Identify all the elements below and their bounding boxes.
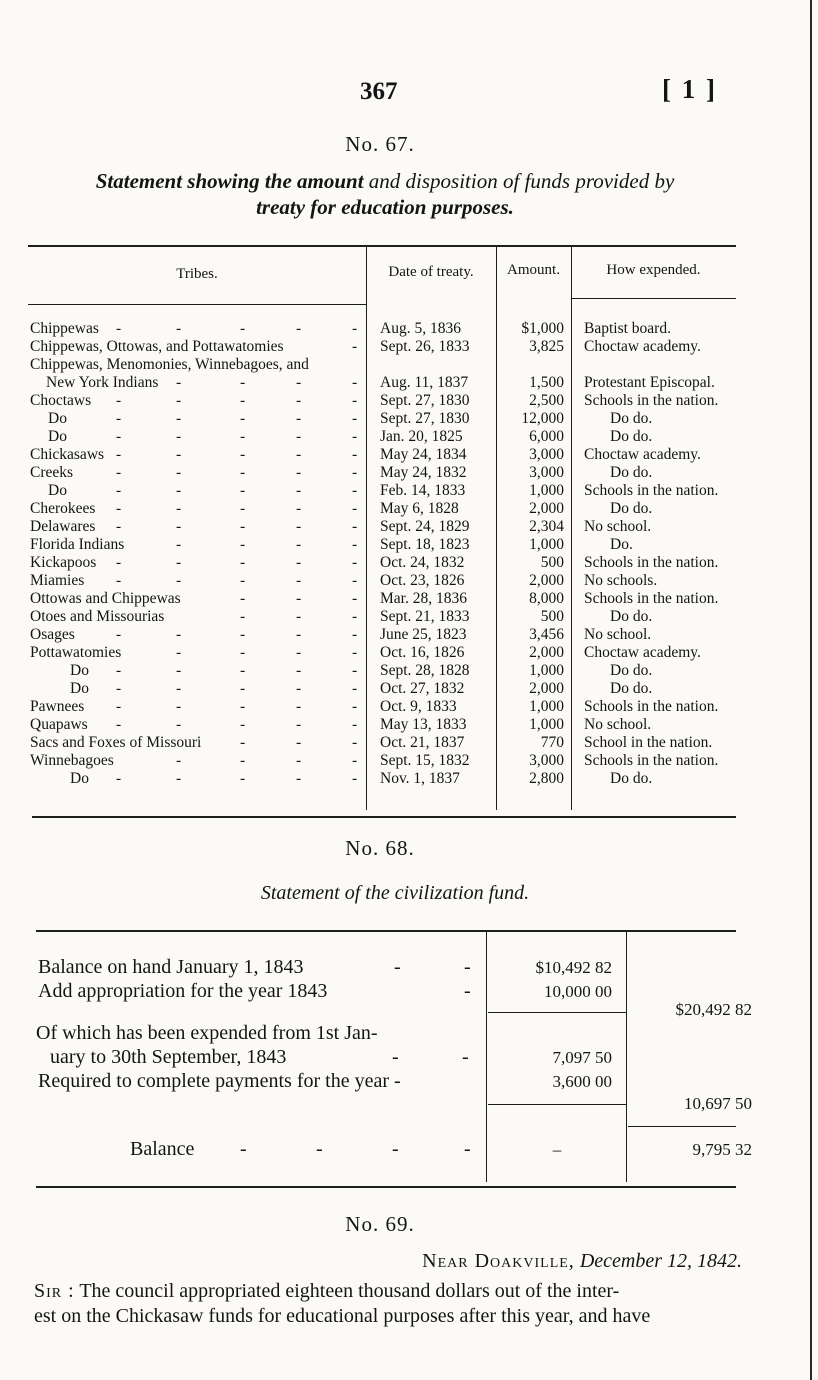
leader-dash: - [116, 626, 122, 643]
leader-dash: - [296, 752, 302, 769]
cell-date: Oct. 9, 1833 [380, 698, 457, 715]
fund-balance-amount: 9,795 32 [692, 1140, 752, 1159]
cell-tribe: Winnebagoes [30, 752, 114, 769]
leader-dash: - [352, 752, 358, 769]
cell-date: Mar. 28, 1836 [380, 590, 467, 607]
cell-amount: 770 [540, 734, 564, 751]
cell-how-expended: No school. [584, 518, 652, 535]
leader-dash: - [240, 500, 246, 517]
cell-how-expended: Do do. [610, 662, 653, 679]
leader-dash: - [296, 626, 302, 643]
leader-dash: - [296, 770, 302, 787]
leader-dash: - [240, 626, 246, 643]
letter-salutation: Sir : [34, 1280, 75, 1302]
cell-how-expended: Schools in the nation. [584, 590, 719, 607]
cell-date: Oct. 24, 1832 [380, 554, 465, 571]
cell-tribe: Miamies [30, 572, 85, 589]
cell-amount: 2,000 [529, 572, 564, 589]
leader-dash: - [240, 536, 246, 553]
leader-dash: - [176, 518, 182, 535]
leader-dash: - [296, 608, 302, 625]
cell-tribe: Otoes and Missourias [30, 608, 165, 625]
fund-line-1-amount: $10,492 82 [535, 958, 612, 977]
cell-how-expended: Do do. [610, 608, 653, 625]
leader-dash: - [116, 428, 122, 445]
cell-tribe: Quapaws [30, 716, 88, 733]
leader-dash: - [240, 374, 246, 391]
cell-amount: 1,000 [529, 698, 564, 715]
table-bottom-rule [32, 816, 736, 818]
cell-tribe: Do [48, 482, 67, 499]
fund-subtotal: $20,492 82 [675, 1000, 752, 1019]
fund-top-rule [36, 930, 736, 932]
fund-line-2-amount: 10,000 00 [544, 982, 612, 1001]
cell-amount: 1,000 [529, 536, 564, 553]
leader-dash: - [176, 536, 182, 553]
leader-dash: - [352, 770, 358, 787]
leader-dash: - [240, 770, 246, 787]
cell-date: Sept. 27, 1830 [380, 410, 470, 427]
cell-date: Sept. 26, 1833 [380, 338, 470, 355]
leader-dash: - [296, 536, 302, 553]
cell-how-expended: Do do. [610, 770, 653, 787]
cell-amount: 500 [540, 608, 564, 625]
cell-date: Oct. 21, 1837 [380, 734, 465, 751]
cell-amount: 500 [540, 554, 564, 571]
leader-dash: - [352, 662, 358, 679]
fund-line-4-amount: 3,600 00 [552, 1072, 612, 1091]
cell-date: Sept. 28, 1828 [380, 662, 470, 679]
leader-dash: - [352, 446, 358, 463]
cell-tribe: Do [48, 410, 67, 427]
cell-tribe: Cherokees [30, 500, 96, 517]
leader-dash: - [176, 770, 182, 787]
letter-line-2: est on the Chickasaw funds for educational purposes after this year, and have [34, 1305, 651, 1327]
cell-how-expended: Schools in the nation. [584, 698, 719, 715]
leader-dash: - [116, 392, 122, 409]
leader-dash: - [352, 392, 358, 409]
leader-dash: - [296, 410, 302, 427]
leader-dash: - [116, 410, 122, 427]
cell-amount: 3,000 [529, 446, 564, 463]
leader-dash: - [176, 500, 182, 517]
leader-dash: - [352, 500, 358, 517]
cell-how-expended: Do do. [610, 428, 653, 445]
cell-tribe: Do [70, 680, 89, 697]
leader-dash: - [176, 698, 182, 715]
cell-date: Feb. 14, 1833 [380, 482, 466, 499]
leader-dash: - [116, 716, 122, 733]
title-line-2: treaty for education purposes. [256, 195, 514, 219]
cell-how-expended: Baptist board. [584, 320, 671, 337]
leader-dash: - [116, 698, 122, 715]
leader-dash: - [176, 374, 182, 391]
cell-tribe: Chickasaws [30, 446, 105, 463]
cell-date: May 24, 1832 [380, 464, 467, 481]
leader-dash: - [240, 446, 246, 463]
leader-dash: - [240, 698, 246, 715]
cell-date: Jan. 20, 1825 [380, 428, 463, 445]
cell-date: Aug. 5, 1836 [380, 320, 461, 337]
fund-bottom-rule [36, 1186, 736, 1188]
cell-how-expended: Protestant Episcopal. [584, 374, 715, 391]
table-top-rule [28, 245, 736, 247]
cell-amount: 2,500 [529, 392, 564, 409]
cell-tribe: Chippewas [30, 320, 99, 337]
cell-tribe: New York Indians [46, 374, 159, 391]
leader-dash: - [296, 554, 302, 571]
cell-date: Sept. 21, 1833 [380, 608, 470, 625]
sheet-mark: [ 1 ] [662, 74, 717, 104]
cell-tribe: Do [48, 428, 67, 445]
cell-amount: 3,000 [529, 464, 564, 481]
leader-dash: - [240, 734, 246, 751]
cell-tribe: Sacs and Foxes of Missouri [30, 734, 202, 751]
page-number: 367 [360, 78, 398, 105]
fund-balance-dash: – [552, 1140, 562, 1159]
cell-amount: 8,000 [529, 590, 564, 607]
cell-tribe: Do [70, 662, 89, 679]
leader-dash: - [116, 482, 122, 499]
cell-tribe: Florida Indians [30, 536, 125, 553]
cell-date: Aug. 11, 1837 [380, 374, 469, 391]
cell-date: May 13, 1833 [380, 716, 467, 733]
cell-how-expended: Schools in the nation. [584, 482, 719, 499]
title-bold-part: Statement showing the amount [95, 169, 364, 193]
col-divider-3 [571, 245, 572, 810]
fund-line-3-label-b: uary to 30th September, 1843 - - [50, 1046, 469, 1068]
leader-dash: - [116, 500, 122, 517]
leader-dash: - [296, 572, 302, 589]
leader-dash: - [296, 392, 302, 409]
cell-tribe: Creeks [30, 464, 74, 481]
cell-tribe: Chippewas, Ottowas, and Pottawatomies [30, 338, 284, 355]
leader-dash: - [176, 320, 182, 337]
col-divider-2 [496, 245, 497, 810]
cell-how-expended: Do do. [610, 680, 653, 697]
leader-dash: - [176, 680, 182, 697]
col-header-amount: Amount. [507, 262, 560, 278]
leader-dash: - [352, 698, 358, 715]
leader-dash: - [176, 410, 182, 427]
leader-dash: - [240, 662, 246, 679]
leader-dash: - [176, 428, 182, 445]
cell-amount: 6,000 [529, 428, 564, 445]
doc-67-title [30, 168, 740, 220]
page-edge [810, 0, 812, 1380]
fund-expended-total: 10,697 50 [684, 1094, 752, 1113]
cell-amount: 1,500 [529, 374, 564, 391]
leader-dash: - [352, 374, 358, 391]
leader-dash: - [296, 590, 302, 607]
cell-how-expended: No school. [584, 626, 652, 643]
leader-dash: - [240, 410, 246, 427]
leader-dash: - [176, 644, 182, 661]
leader-dash: - [352, 410, 358, 427]
col-header-how: How expended. [606, 262, 701, 278]
cell-tribe: Ottowas and Chippewas [30, 590, 181, 607]
cell-amount: 12,000 [521, 410, 564, 427]
leader-dash: - [296, 464, 302, 481]
leader-dash: - [352, 554, 358, 571]
leader-dash: - [352, 464, 358, 481]
cell-how-expended: School in the nation. [584, 734, 713, 751]
title-mid-part: and disposition of funds provided by [363, 169, 675, 193]
leader-dash: - [352, 518, 358, 535]
leader-dash: - [240, 716, 246, 733]
cell-date: Sept. 18, 1823 [380, 536, 470, 553]
leader-dash: - [240, 464, 246, 481]
doc-69-heading: No. 69. [345, 1212, 415, 1236]
leader-dash: - [176, 554, 182, 571]
leader-dash: - [240, 392, 246, 409]
leader-dash: - [352, 338, 358, 355]
cell-tribe: Chippewas, Menomonies, Winnebagoes, and [30, 356, 309, 373]
leader-dash: - [296, 518, 302, 535]
col-header-date: Date of treaty. [388, 264, 474, 280]
cell-amount: 2,000 [529, 500, 564, 517]
cell-how-expended: No schools. [584, 572, 658, 589]
cell-amount: 2,000 [529, 680, 564, 697]
fund-sub-rule-3 [628, 1126, 736, 1127]
leader-dash: - [116, 554, 122, 571]
fund-line-1-label: Balance on hand January 1, 1843 - - [38, 956, 471, 978]
leader-dash: - [352, 734, 358, 751]
fund-balance-label: Balance - - - - [130, 1138, 471, 1160]
leader-dash: - [240, 590, 246, 607]
leader-dash: - [296, 428, 302, 445]
leader-dash: - [352, 716, 358, 733]
cell-amount: 1,000 [529, 662, 564, 679]
leader-dash: - [176, 716, 182, 733]
cell-amount: $1,000 [521, 320, 564, 337]
cell-tribe: Do [70, 770, 89, 787]
leader-dash: - [176, 482, 182, 499]
cell-date: Nov. 1, 1837 [380, 770, 460, 787]
leader-dash: - [296, 482, 302, 499]
leader-dash: - [176, 626, 182, 643]
cell-how-expended: Schools in the nation. [584, 392, 719, 409]
cell-date: May 24, 1834 [380, 446, 467, 463]
cell-how-expended: Do do. [610, 464, 653, 481]
leader-dash: - [240, 320, 246, 337]
cell-tribe: Osages [30, 626, 75, 643]
leader-dash: - [240, 554, 246, 571]
cell-how-expended: No school. [584, 716, 652, 733]
leader-dash: - [116, 770, 122, 787]
leader-dash: - [116, 662, 122, 679]
fund-sub-rule-1 [488, 1012, 626, 1013]
cell-date: Sept. 24, 1829 [380, 518, 470, 535]
cell-tribe: Kickapoos [30, 554, 97, 571]
cell-how-expended: Do do. [610, 410, 653, 427]
header-rule-right [572, 298, 736, 299]
leader-dash: - [116, 572, 122, 589]
cell-amount: 1,000 [529, 482, 564, 499]
cell-how-expended: Schools in the nation. [584, 752, 719, 769]
leader-dash: - [352, 482, 358, 499]
cell-date: Oct. 27, 1832 [380, 680, 465, 697]
leader-dash: - [296, 734, 302, 751]
fund-line-3-label-a: Of which has been expended from 1st Jan- [36, 1022, 378, 1044]
cell-amount: 2,800 [529, 770, 564, 787]
letter-line-1: Sir : The council appropriated eighteen thousand dollars out of the inter- [34, 1280, 620, 1302]
cell-date: May 6, 1828 [380, 500, 459, 517]
leader-dash: - [296, 446, 302, 463]
leader-dash: - [296, 374, 302, 391]
leader-dash: - [116, 320, 122, 337]
leader-dash: - [296, 644, 302, 661]
leader-dash: - [296, 662, 302, 679]
cell-how-expended: Do. [610, 536, 633, 553]
leader-dash: - [176, 752, 182, 769]
cell-amount: 1,000 [529, 716, 564, 733]
doc-68-title: Statement of the civilization fund. [260, 882, 530, 904]
cell-amount: 3,825 [529, 338, 564, 355]
leader-dash: - [176, 464, 182, 481]
cell-how-expended: Choctaw academy. [584, 644, 701, 661]
fund-line-4-label: Required to complete payments for the year - [38, 1070, 401, 1092]
cell-tribe: Delawares [30, 518, 96, 535]
cell-amount: 3,456 [529, 626, 564, 643]
leader-dash: - [116, 680, 122, 697]
header-rule-left [28, 304, 366, 305]
fund-col-divider-2 [626, 932, 627, 1182]
fund-sub-rule-2 [488, 1104, 626, 1105]
leader-dash: - [352, 320, 358, 337]
leader-dash: - [240, 428, 246, 445]
leader-dash: - [352, 536, 358, 553]
leader-dash: - [116, 446, 122, 463]
leader-dash: - [352, 608, 358, 625]
fund-line-3-amount: 7,097 50 [552, 1048, 612, 1067]
doc-67-heading: No. 67. [345, 132, 415, 156]
leader-dash: - [176, 446, 182, 463]
leader-dash: - [352, 644, 358, 661]
leader-dash: - [240, 608, 246, 625]
cell-tribe: Choctaws [30, 392, 92, 409]
leader-dash: - [352, 572, 358, 589]
col-header-tribes: Tribes. [176, 266, 218, 282]
cell-amount: 3,000 [529, 752, 564, 769]
cell-date: Sept. 15, 1832 [380, 752, 470, 769]
leader-dash: - [352, 626, 358, 643]
leader-dash: - [240, 518, 246, 535]
leader-dash: - [240, 482, 246, 499]
leader-dash: - [296, 716, 302, 733]
leader-dash: - [296, 500, 302, 517]
leader-dash: - [176, 662, 182, 679]
cell-date: Sept. 27, 1830 [380, 392, 470, 409]
leader-dash: - [176, 572, 182, 589]
cell-tribe: Pawnees [30, 698, 85, 715]
leader-dash: - [296, 320, 302, 337]
leader-dash: - [352, 428, 358, 445]
cell-how-expended: Choctaw academy. [584, 446, 701, 463]
cell-date: June 25, 1823 [380, 626, 467, 643]
leader-dash: - [352, 680, 358, 697]
letter-place: Near Doakville, [422, 1250, 575, 1272]
cell-amount: 2,000 [529, 644, 564, 661]
leader-dash: - [296, 698, 302, 715]
leader-dash: - [240, 644, 246, 661]
leader-dash: - [352, 590, 358, 607]
cell-date: Oct. 23, 1826 [380, 572, 465, 589]
col-divider-1 [366, 245, 367, 810]
leader-dash: - [240, 572, 246, 589]
leader-dash: - [116, 518, 122, 535]
leader-dash: - [116, 464, 122, 481]
leader-dash: - [296, 680, 302, 697]
leader-dash: - [176, 392, 182, 409]
cell-tribe: Pottawatomies [30, 644, 122, 661]
letter-dateline [422, 1250, 742, 1273]
cell-date: Oct. 16, 1826 [380, 644, 465, 661]
letter-date: December 12, 1842. [579, 1250, 742, 1272]
leader-dash: - [240, 752, 246, 769]
fund-line-2-label: Add appropriation for the year 1843 - [38, 980, 471, 1002]
leader-dash: - [240, 680, 246, 697]
cell-how-expended: Choctaw academy. [584, 338, 701, 355]
cell-how-expended: Do do. [610, 500, 653, 517]
fund-col-divider-1 [486, 932, 487, 1182]
cell-how-expended: Schools in the nation. [584, 554, 719, 571]
doc-68-heading: No. 68. [345, 836, 415, 860]
cell-amount: 2,304 [529, 518, 564, 535]
